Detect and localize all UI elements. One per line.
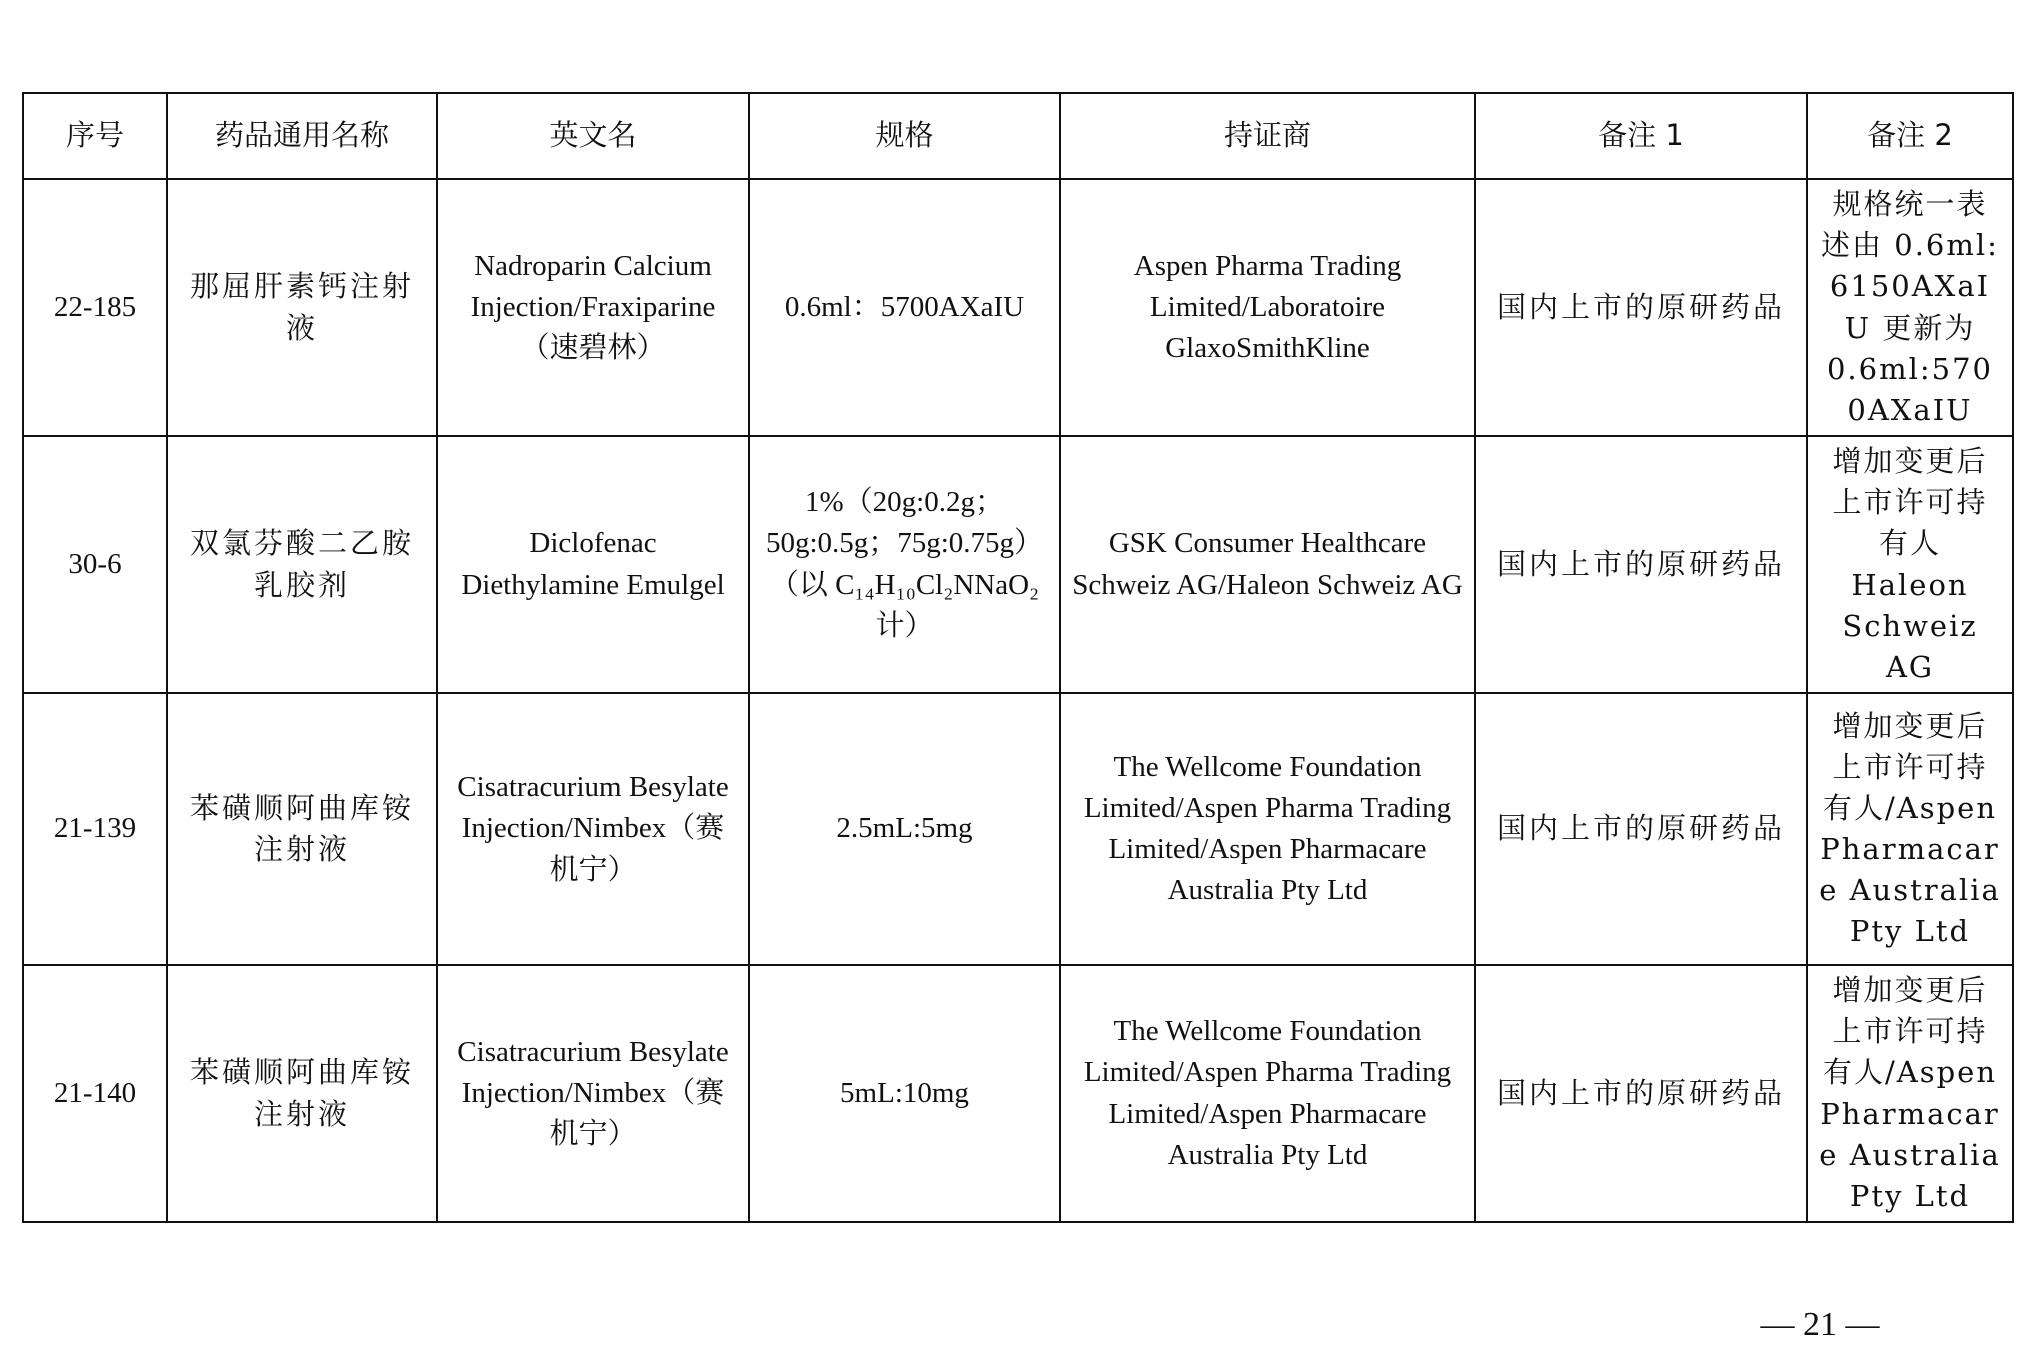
header-holder: 持证商 [1060, 93, 1475, 179]
cell-holder: Aspen Pharma Trading Limited/Laboratoire GlaxoSmithKline [1060, 179, 1475, 436]
page-number: — 21 — [1760, 1306, 1880, 1343]
cell-holder: The Wellcome Foundation Limited/Aspen Pharma Trading Limited/Aspen Pharmacare Australia Pty Ltd [1060, 965, 1475, 1222]
header-no: 序号 [23, 93, 167, 179]
cell-note1: 国内上市的原研药品 [1475, 693, 1807, 965]
drug-table [22, 92, 2014, 1223]
table-row [23, 179, 2013, 436]
cell-note2: 增加变更后上市许可持有人/Aspen Pharmacare Australia Pty Ltd [1807, 965, 2013, 1222]
cell-generic-name: 双氯芬酸二乙胺乳胶剂 [167, 436, 437, 693]
cell-spec: 1%（20g:0.2g；50g:0.5g；75g:0.75g）（以 C₁₄H₁₀Cl₂NNaO₂ 计） [749, 436, 1060, 693]
cell-spec: 5mL:10mg [749, 965, 1060, 1222]
cell-note2: 增加变更后上市许可持有人 Haleon Schweiz AG [1807, 436, 2013, 693]
header-generic-name: 药品通用名称 [167, 93, 437, 179]
cell-no: 22-185 [23, 179, 167, 436]
cell-note2: 增加变更后上市许可持有人/Aspen Pharmacare Australia Pty Ltd [1807, 693, 2013, 965]
cell-generic-name: 那屈肝素钙注射液 [167, 179, 437, 436]
table-row [23, 693, 2013, 965]
header-english-name: 英文名 [437, 93, 749, 179]
cell-english-name: Cisatracurium Besylate Injection/Nimbex（赛机宁） [437, 693, 749, 965]
header-spec: 规格 [749, 93, 1060, 179]
header-note1: 备注 1 [1475, 93, 1807, 179]
cell-spec: 2.5mL:5mg [749, 693, 1060, 965]
cell-note1: 国内上市的原研药品 [1475, 179, 1807, 436]
cell-english-name: Diclofenac Diethylamine Emulgel [437, 436, 749, 693]
cell-english-name: Nadroparin Calcium Injection/Fraxiparine（速碧林） [437, 179, 749, 436]
header-note2: 备注 2 [1807, 93, 2013, 179]
cell-holder: GSK Consumer Healthcare Schweiz AG/Haleon Schweiz AG [1060, 436, 1475, 693]
cell-generic-name: 苯磺顺阿曲库铵注射液 [167, 693, 437, 965]
cell-no: 21-139 [23, 693, 167, 965]
cell-note1: 国内上市的原研药品 [1475, 436, 1807, 693]
cell-note2: 规格统一表述由 0.6ml: 6150AXaIU 更新为 0.6ml:5700AXaIU [1807, 179, 2013, 436]
table-row [23, 436, 2013, 693]
cell-generic-name: 苯磺顺阿曲库铵注射液 [167, 965, 437, 1222]
cell-holder: The Wellcome Foundation Limited/Aspen Pharma Trading Limited/Aspen Pharmacare Australia Pty Ltd [1060, 693, 1475, 965]
table-header-row [23, 93, 2013, 179]
cell-no: 21-140 [23, 965, 167, 1222]
cell-english-name: Cisatracurium Besylate Injection/Nimbex（赛机宁） [437, 965, 749, 1222]
cell-note1: 国内上市的原研药品 [1475, 965, 1807, 1222]
table-row [23, 965, 2013, 1222]
cell-no: 30-6 [23, 436, 167, 693]
cell-spec: 0.6ml：5700AXaIU [749, 179, 1060, 436]
